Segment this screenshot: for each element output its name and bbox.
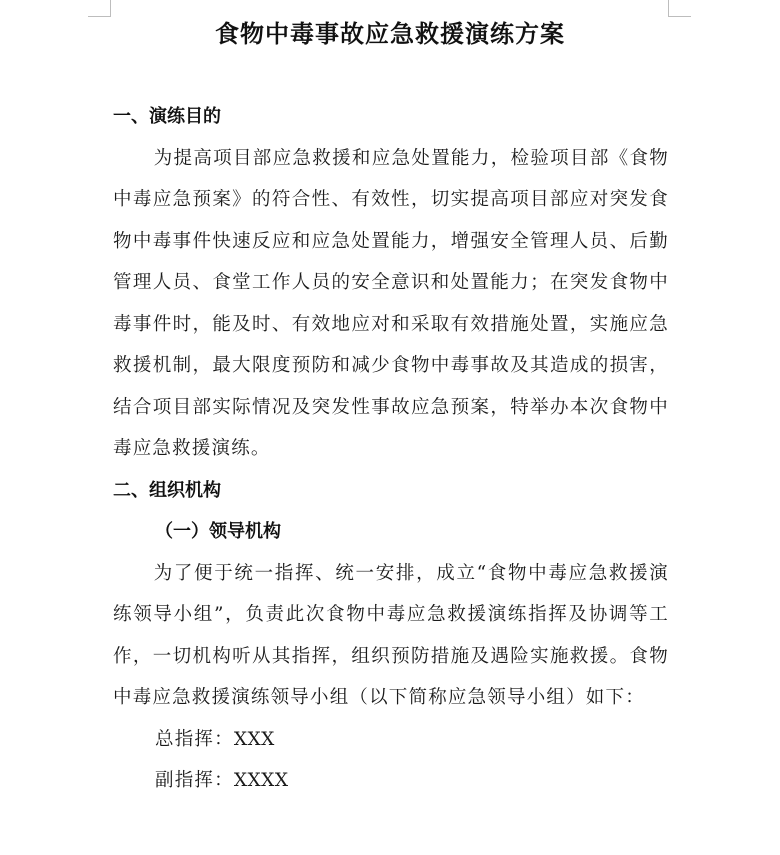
document-body xyxy=(113,96,669,802)
role-line-commander xyxy=(113,719,669,761)
leadership-paragraph: 为了便于统一指挥、统一安排，成立“食物中毒应急救援演练领导小组”，负责此次食物中毒应急救援演练指挥及协调等工作，一切机构听从其指挥，组织预防措施及遇险实施救援。食物中毒应急救援演练领导小组（以下简称应急领导小组）如下： xyxy=(113,562,669,708)
purpose-paragraph: 为提高项目部应急救援和应急处置能力，检验项目部《食物中毒应急预案》的符合性、有效性，切实提高项目部应对突发食物中毒事件快速反应和应急处置能力，增强安全管理人员、后勤管理人员、食堂工作人员的安全意识和处置能力；在突发食物中毒事件时，能及时、有效地应对和采取有效措施处置，实施应急救援机制，最大限度预防和减少食物中毒事故及其造成的损害，结合项目部实际情况及突发性事故应急预案，特举办本次食物中毒应急救援演练。 xyxy=(113,147,669,459)
role-label: 副指挥： xyxy=(155,770,234,791)
subsection-heading-leadership: （一）领导机构 xyxy=(155,521,281,542)
section-heading-organization: 二、组织机构 xyxy=(113,479,221,501)
document-title: 食物中毒事故应急救援演练方案 xyxy=(215,20,565,48)
role-name: XXXX xyxy=(233,770,289,791)
role-name: XXX xyxy=(233,728,275,750)
section-heading-purpose: 一、演练目的 xyxy=(113,106,221,127)
role-label: 总指挥： xyxy=(155,728,234,750)
role-line-deputy-commander xyxy=(113,760,669,802)
